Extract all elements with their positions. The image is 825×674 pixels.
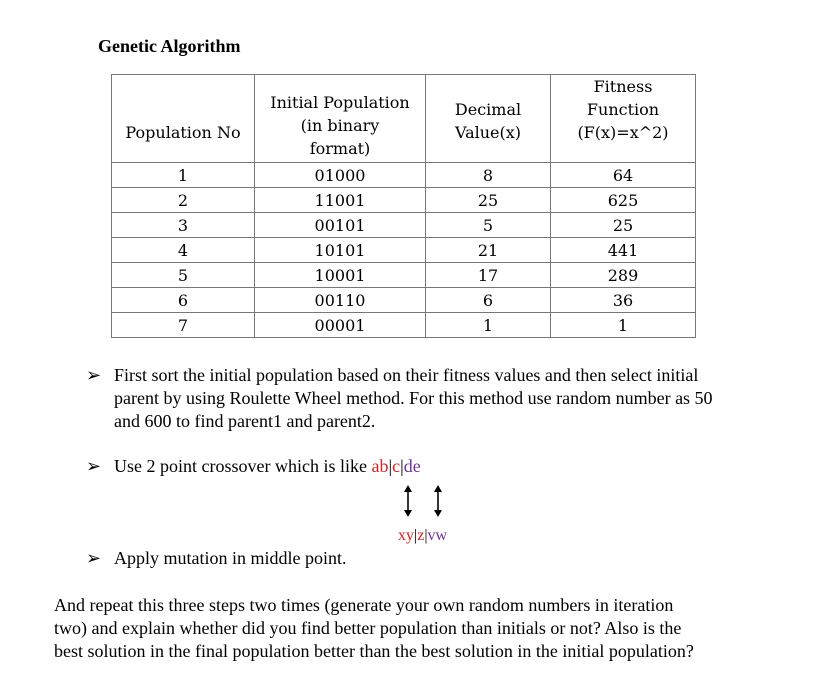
population-table	[111, 74, 696, 338]
crossover-segment-ab: ab	[371, 456, 389, 476]
table-row: 7 00001 1 1	[112, 313, 696, 338]
crossover-child: xy|z|vw	[398, 527, 448, 544]
crossover-segment-de: de	[403, 456, 421, 476]
bullet-mutation: Apply mutation in middle point.	[114, 548, 347, 568]
bullet-arrow-icon: ➢	[86, 548, 102, 568]
header-population-no: Population No	[112, 75, 255, 163]
header-initial-population: Initial Population (in binary format)	[255, 75, 426, 163]
table-header-row	[112, 75, 696, 163]
table-row: 1 01000 8 64	[112, 163, 696, 188]
double-arrow-icon	[403, 485, 413, 517]
bullet-crossover: Use 2 point crossover which is like ab|c|de	[114, 456, 421, 476]
double-arrow-icon	[433, 485, 443, 517]
bullet-arrow-icon: ➢	[86, 365, 102, 385]
bullet-arrow-icon: ➢	[86, 456, 102, 476]
header-fitness-function: Fitness Function (F(x)=x^2)	[551, 75, 696, 163]
table-row: 4 10101 21 441	[112, 238, 696, 263]
table-row: 5 10001 17 289	[112, 263, 696, 288]
instructions-paragraph: And repeat this three steps two times (generate your own random numbers in iteration two) and explain whether did you find better population than initials or not? Also is the best solution in the final population better than the best solution in the initial population?	[54, 595, 694, 661]
document-title: Genetic Algorithm	[98, 36, 241, 56]
table-row: 2 11001 25 625	[112, 188, 696, 213]
bullet-sort-select: First sort the initial population based on their fitness values and then select initial parent by using Roulette Wheel method. For this method use random number as 50 and 600 to find parent1 and parent2.	[114, 365, 713, 431]
table-row: 3 00101 5 25	[112, 213, 696, 238]
table-row: 6 00110 6 36	[112, 288, 696, 313]
crossover-segment-c: c	[392, 456, 401, 476]
header-decimal-value: Decimal Value(x)	[426, 75, 551, 163]
